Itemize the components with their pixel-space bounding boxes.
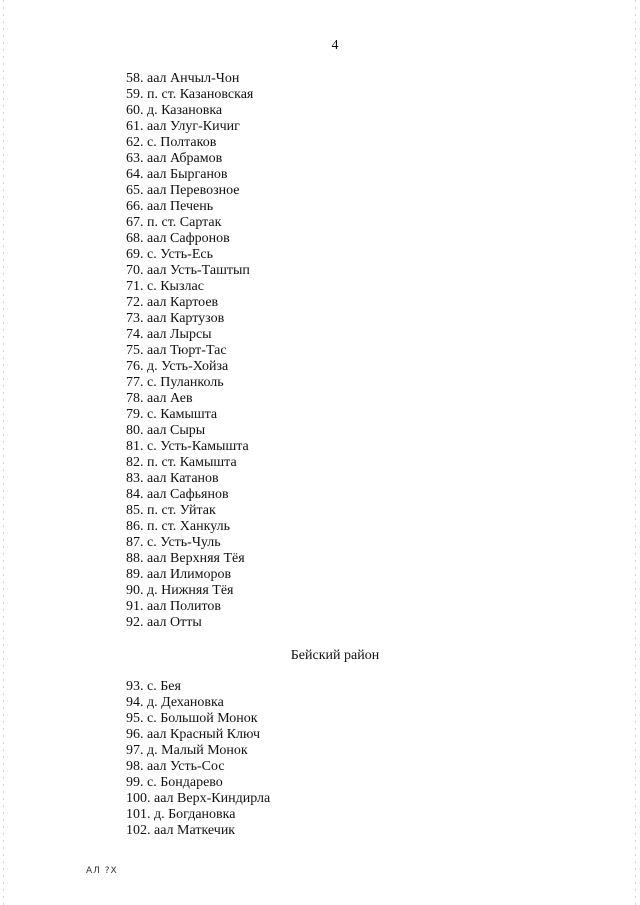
list-item: 63. аал Абрамов: [126, 151, 223, 166]
list-item: 96. аал Красный Ключ: [126, 727, 260, 742]
list-item: 81. с. Усть-Камышта: [126, 439, 249, 454]
list-item: 82. п. ст. Камышта: [126, 455, 237, 470]
page-number: 4: [331, 38, 339, 53]
list-item: 75. аал Тюрт-Тас: [126, 343, 227, 358]
list-item: 78. аал Аев: [126, 391, 193, 406]
list-item: 73. аал Картузов: [126, 311, 225, 326]
list-item: 76. д. Усть-Хойза: [126, 359, 229, 374]
list-item: 88. аал Верхняя Тёя: [126, 551, 245, 566]
list-item: 72. аал Картоев: [126, 295, 219, 310]
list-item: 85. п. ст. Уйтак: [126, 503, 216, 518]
list-item: 66. аал Печень: [126, 199, 214, 214]
list-item: 69. с. Усть-Есь: [126, 247, 213, 262]
list-item: 58. аал Анчыл-Чон: [126, 71, 240, 86]
list-item: 62. с. Полтаков: [126, 135, 217, 150]
list-item: 86. п. ст. Ханкуль: [126, 519, 230, 534]
settlement-list-2: [126, 679, 270, 839]
list-item: 102. аал Маткечик: [126, 823, 236, 838]
list-item: 71. с. Кызлас: [126, 279, 204, 294]
list-item: 98. аал Усть-Сос: [126, 759, 225, 774]
list-item: 70. аал Усть-Таштып: [126, 263, 250, 278]
list-item: 92. аал Отты: [126, 615, 202, 630]
list-item: 95. с. Большой Монок: [126, 711, 258, 726]
list-item: 89. аал Илиморов: [126, 567, 232, 582]
list-item: 101. д. Богдановка: [126, 807, 236, 822]
list-item: 100. аал Верх-Киндирла: [126, 791, 271, 806]
settlement-list-1: [126, 71, 253, 631]
list-item: 83. аал Катанов: [126, 471, 219, 486]
list-item: 90. д. Нижняя Тёя: [126, 583, 234, 598]
list-item: 94. д. Дехановка: [126, 695, 224, 710]
list-item: 61. аал Улуг-Кичиг: [126, 119, 240, 134]
list-item: 93. с. Бея: [126, 679, 181, 694]
list-item: 67. п. ст. Сартак: [126, 215, 222, 230]
list-item: 80. аал Сыры: [126, 423, 206, 438]
list-item: 59. п. ст. Казановская: [126, 87, 254, 102]
scan-edge-left: [3, 0, 4, 905]
footer-code: АЛ ?Х: [86, 866, 118, 876]
scan-edge-right: [635, 0, 636, 905]
list-item: 87. с. Усть-Чуль: [126, 535, 221, 550]
list-item: 60. д. Казановка: [126, 103, 223, 118]
list-item: 97. д. Малый Монок: [126, 743, 248, 758]
list-item: 79. с. Камышта: [126, 407, 218, 422]
list-item: 65. аал Перевозное: [126, 183, 240, 198]
list-item: 84. аал Сафьянов: [126, 487, 229, 502]
list-item: 99. с. Бондарево: [126, 775, 223, 790]
list-item: 64. аал Бырганов: [126, 167, 228, 182]
list-item: 77. с. Пуланколь: [126, 375, 224, 390]
list-item: 74. аал Лырсы: [126, 327, 212, 342]
list-item: 68. аал Сафронов: [126, 231, 230, 246]
list-item: 91. аал Политов: [126, 599, 221, 614]
section-heading: Бейский район: [290, 648, 380, 663]
